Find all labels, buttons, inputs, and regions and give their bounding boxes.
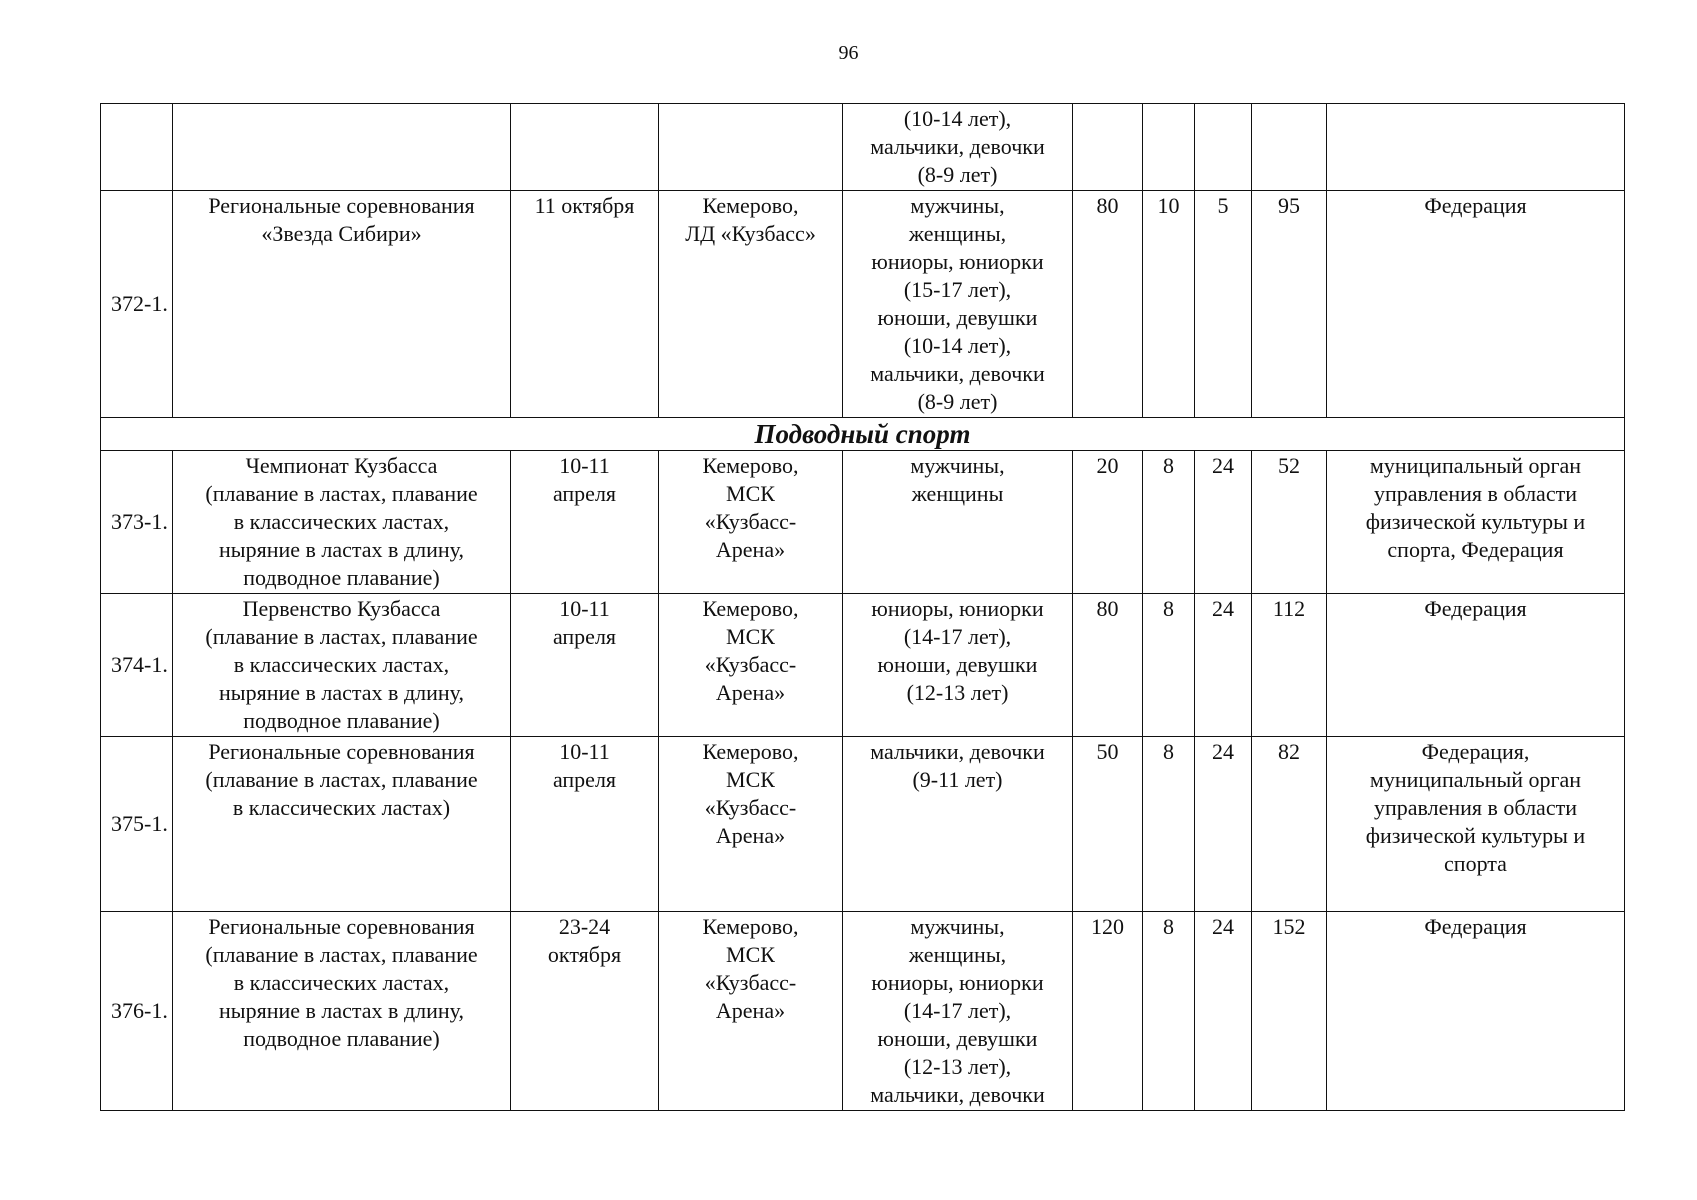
cell-line: муниципальный орган [1369,453,1582,478]
participants-cell [843,594,1073,737]
cell-line: в классических ластах, [233,652,450,677]
count-cell-3: 24 [1195,594,1252,737]
cell-line: (15-17 лет), [903,277,1012,302]
cell-line: МСК [726,481,775,506]
count-cell-1: 120 [1073,912,1143,1111]
cell-line: Кемерово, [702,453,799,478]
cell-line: юниоры, юниорки [871,970,1044,995]
cell-line: мальчики, девочки [870,361,1045,386]
cell-line: в классических ластах, [233,509,450,534]
organizer-cell [1327,451,1625,594]
cell-line: Арена» [715,680,786,705]
cell-line: (плавание в ластах, плавание [205,481,478,506]
participants-cell [843,912,1073,1111]
cell-line: «Звезда Сибири» [261,221,422,246]
cell-line: (10-14 лет), [903,333,1012,358]
count-cell-2: 8 [1143,451,1195,594]
cell-line: мальчики, девочки [870,739,1045,764]
cell-line: Федерация [1424,914,1527,939]
cell-line: Арена» [715,823,786,848]
table-row [101,594,1625,737]
cell-line: «Кузбасс- [704,652,797,677]
cell-line: муниципальный орган [1369,767,1582,792]
cont-empty-cell [1073,104,1143,191]
cont-empty-cell [1327,104,1625,191]
date-cell [511,912,659,1111]
cell-line: подводное плавание) [243,1026,440,1051]
page-number: 96 [838,42,859,64]
row-number: 376-1. [101,912,173,1111]
cont-empty-cell [1195,104,1252,191]
count-cell-1: 80 [1073,594,1143,737]
cell-line: 23-24 [558,914,611,939]
organizer-cell [1327,737,1625,912]
cell-line: физической культуры и [1365,823,1586,848]
cell-line: Региональные соревнования [208,914,475,939]
date-cell [511,191,659,418]
cell-line: апреля [552,481,617,506]
cell-line: в классических ластах, [233,970,450,995]
cont-name-cell [173,104,511,191]
cell-line: женщины [911,481,1004,506]
cell-line: 11 октября [534,193,635,218]
participants-cell [843,737,1073,912]
cell-line: (12-13 лет) [906,680,1009,705]
section-title: Подводный спорт [101,418,1625,451]
cell-line: подводное плавание) [243,565,440,590]
count-cell-total: 112 [1252,594,1327,737]
cell-line: МСК [726,624,775,649]
cell-line: управления в области [1374,795,1577,820]
count-cell-total: 82 [1252,737,1327,912]
cell-line: юниоры, юниорки [871,596,1044,621]
event-name-cell [173,451,511,594]
place-cell [659,912,843,1111]
count-cell-3: 24 [1195,737,1252,912]
count-cell-2: 10 [1143,191,1195,418]
cell-line: мужчины, [910,453,1005,478]
cont-empty-cell [1143,104,1195,191]
date-cell [511,594,659,737]
participants-cell [843,191,1073,418]
cell-line: в классических ластах) [232,795,451,820]
organizer-cell [1327,912,1625,1111]
cell-line: (9-11 лет) [912,767,1003,792]
cell-line: (14-17 лет), [903,998,1012,1023]
count-cell-1: 50 [1073,737,1143,912]
cell-line: Федерация [1424,193,1527,218]
cell-line: юноши, девушки [877,652,1038,677]
event-name-cell [173,594,511,737]
cell-line: мужчины, [910,914,1005,939]
cell-line: апреля [552,624,617,649]
events-table [100,103,1625,1111]
table-row [101,737,1625,912]
cell-line: физической культуры и [1365,509,1586,534]
date-cell [511,737,659,912]
cell-line: (12-13 лет), [903,1054,1012,1079]
cell-line: спорта, Федерация [1387,537,1564,562]
cell-line: Кемерово, [702,914,799,939]
cell-line: ЛД «Кузбасс» [685,221,816,246]
cell-line: мальчики, девочки [870,134,1045,159]
cell-line: (плавание в ластах, плавание [205,942,478,967]
count-cell-total: 52 [1252,451,1327,594]
cell-line: Кемерово, [702,596,799,621]
cell-line: МСК [726,767,775,792]
cell-line: (14-17 лет), [903,624,1012,649]
organizer-cell [1327,191,1625,418]
cell-line: Федерация [1424,596,1527,621]
place-cell [659,451,843,594]
cell-line: Федерация, [1421,739,1530,764]
cell-line: (8-9 лет) [917,389,998,414]
table-row [101,912,1625,1111]
cell-line: Чемпионат Кузбасса [245,453,438,478]
cell-line: юноши, девушки [877,305,1038,330]
cell-line: юноши, девушки [877,1026,1038,1051]
cell-line: ныряние в ластах в длину, [219,680,464,705]
cell-line: женщины, [908,942,1007,967]
cell-line: юниоры, юниорки [871,249,1044,274]
table-row [101,451,1625,594]
cell-line: Кемерово, [702,739,799,764]
cell-line: Арена» [715,998,786,1023]
event-name-cell [173,912,511,1111]
cell-line: (плавание в ластах, плавание [205,624,478,649]
cell-line: 10-11 [559,453,610,478]
cell-line: ныряние в ластах в длину, [219,998,464,1023]
cell-line: Региональные соревнования [208,739,475,764]
place-cell [659,191,843,418]
cont-date-cell [511,104,659,191]
cell-line: апреля [552,767,617,792]
section-row [101,418,1625,451]
participants-cell [843,451,1073,594]
count-cell-2: 8 [1143,737,1195,912]
cell-line: МСК [726,942,775,967]
cell-line: Арена» [715,537,786,562]
cell-line: «Кузбасс- [704,970,797,995]
cell-line: 10-11 [559,739,610,764]
cell-line: ныряние в ластах в длину, [219,537,464,562]
cell-line: подводное плавание) [243,708,440,733]
row-number: 372-1. [101,191,173,418]
cell-line: женщины, [908,221,1007,246]
table-row [101,191,1625,418]
cell-line: спорта [1444,851,1507,876]
organizer-cell [1327,594,1625,737]
count-cell-2: 8 [1143,594,1195,737]
continuation-row [101,104,1625,191]
cell-line: 10-11 [559,596,610,621]
cell-line: (плавание в ластах, плавание [205,767,478,792]
cont-empty-cell [1252,104,1327,191]
date-cell [511,451,659,594]
row-number: 374-1. [101,594,173,737]
row-number: 373-1. [101,451,173,594]
count-cell-3: 5 [1195,191,1252,418]
event-name-cell [173,191,511,418]
count-cell-3: 24 [1195,451,1252,594]
count-cell-1: 80 [1073,191,1143,418]
cell-line: (10-14 лет), [903,106,1012,131]
count-cell-3: 24 [1195,912,1252,1111]
cell-line: управления в области [1374,481,1577,506]
count-cell-2: 8 [1143,912,1195,1111]
cell-line: (8-9 лет) [917,162,998,187]
cell-line: «Кузбасс- [704,509,797,534]
cell-line: Кемерово, [702,193,799,218]
cell-line: октября [547,942,622,967]
cont-num-cell [101,104,173,191]
place-cell [659,594,843,737]
event-name-cell [173,737,511,912]
cell-line: Региональные соревнования [208,193,475,218]
count-cell-1: 20 [1073,451,1143,594]
cell-line: мужчины, [910,193,1005,218]
cont-participants-cell [843,104,1073,191]
cell-line: «Кузбасс- [704,795,797,820]
place-cell [659,737,843,912]
cell-line: мальчики, девочки [870,1082,1045,1107]
cell-line: Первенство Кузбасса [242,596,441,621]
cont-place-cell [659,104,843,191]
row-number: 375-1. [101,737,173,912]
count-cell-total: 152 [1252,912,1327,1111]
count-cell-total: 95 [1252,191,1327,418]
